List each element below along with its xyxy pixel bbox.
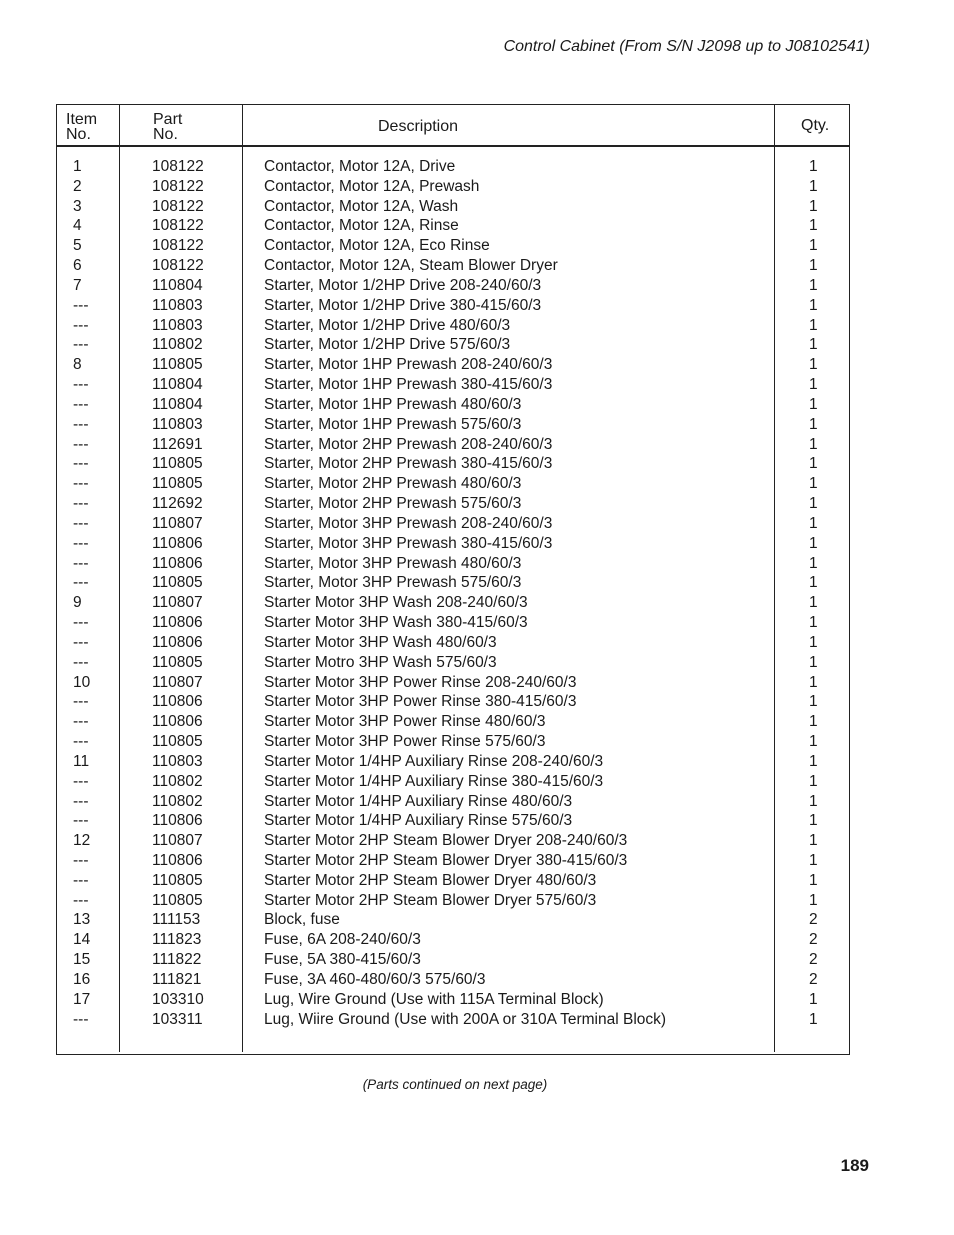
- part-number: 110805: [152, 574, 203, 592]
- description: Lug, Wiire Ground (Use with 200A or 310A Terminal Block): [264, 1010, 667, 1028]
- description: Starter, Motor 1HP Prewash 380-415/60/3: [264, 376, 553, 394]
- part-number: 110807: [152, 514, 203, 532]
- table-row: [57, 375, 849, 395]
- description: Starter Motor 3HP Wash 380-415/60/3: [264, 614, 528, 632]
- table-row: [57, 891, 849, 911]
- item-number: ---: [73, 891, 89, 909]
- part-number: 110805: [152, 455, 203, 473]
- description: Starter Motor 1/4HP Auxiliary Rinse 575/60/3: [264, 812, 573, 830]
- table-row: [57, 692, 849, 712]
- part-number: 110807: [152, 673, 203, 691]
- quantity: 1: [809, 574, 818, 592]
- description: Starter Motor 3HP Power Rinse 480/60/3: [264, 713, 546, 731]
- quantity: 1: [809, 772, 818, 790]
- part-number: 110805: [152, 653, 203, 671]
- table-row: [57, 673, 849, 693]
- item-number: ---: [73, 792, 89, 810]
- quantity: 1: [809, 891, 818, 909]
- quantity: 1: [809, 177, 818, 195]
- description: Starter, Motor 1/2HP Drive 480/60/3: [264, 316, 511, 334]
- table-row: [57, 970, 849, 990]
- quantity: 1: [809, 752, 818, 770]
- table-row: [57, 216, 849, 236]
- quantity: 1: [809, 415, 818, 433]
- header-line: Item: [66, 111, 98, 128]
- item-number: ---: [73, 772, 89, 790]
- quantity: 1: [809, 871, 818, 889]
- part-number: 108122: [152, 257, 204, 275]
- item-number: ---: [73, 514, 89, 532]
- quantity: 1: [809, 832, 818, 850]
- header-line: No.: [66, 126, 91, 143]
- description: Starter Motor 3HP Power Rinse 208-240/60/3: [264, 673, 577, 691]
- quantity: 1: [809, 475, 818, 493]
- item-number: ---: [73, 812, 89, 830]
- item-number: ---: [73, 395, 89, 413]
- quantity: 1: [809, 455, 818, 473]
- item-number: 16: [73, 970, 91, 988]
- quantity: 1: [809, 693, 818, 711]
- part-number: 110806: [152, 633, 203, 651]
- description: Starter Motor 1/4HP Auxiliary Rinse 480/60/3: [264, 792, 573, 810]
- description: Starter, Motor 3HP Prewash 380-415/60/3: [264, 534, 553, 552]
- quantity: 1: [809, 217, 818, 235]
- description: Contactor, Motor 12A, Prewash: [264, 177, 480, 195]
- part-number: 110802: [152, 792, 203, 810]
- part-number: 110805: [152, 891, 203, 909]
- item-number: 10: [73, 673, 91, 691]
- item-number: ---: [73, 871, 89, 889]
- part-number: 110805: [152, 356, 203, 374]
- description: Fuse, 5A 380-415/60/3: [264, 951, 421, 969]
- table-body: [57, 157, 849, 1029]
- part-number: 110802: [152, 772, 203, 790]
- quantity: 2: [809, 951, 818, 969]
- description: Starter Motor 1/4HP Auxiliary Rinse 208-240/60/3: [264, 752, 604, 770]
- quantity: 1: [809, 257, 818, 275]
- item-number: ---: [73, 475, 89, 493]
- description: Starter Motro 3HP Wash 575/60/3: [264, 653, 497, 671]
- column-header-qty: Qty.: [801, 117, 830, 134]
- description: Starter Motor 3HP Power Rinse 380-415/60/3: [264, 693, 577, 711]
- description: Starter, Motor 1HP Prewash 575/60/3: [264, 415, 522, 433]
- part-number: 108122: [152, 177, 204, 195]
- header-line: No.: [153, 126, 178, 143]
- description: Fuse, 3A 460-480/60/3 575/60/3: [264, 970, 486, 988]
- item-number: ---: [73, 614, 89, 632]
- part-number: 110804: [152, 276, 203, 294]
- column-header-part: [153, 112, 182, 142]
- table-row: [57, 950, 849, 970]
- part-number: 103311: [152, 1010, 203, 1028]
- quantity: 1: [809, 673, 818, 691]
- table-row: [57, 752, 849, 772]
- part-number: 110806: [152, 851, 203, 869]
- part-number: 110807: [152, 594, 203, 612]
- part-number: 110805: [152, 733, 203, 751]
- part-number: 103310: [152, 990, 204, 1008]
- quantity: 1: [809, 495, 818, 513]
- table-row: [57, 335, 849, 355]
- table-row: [57, 454, 849, 474]
- part-number: 110805: [152, 871, 203, 889]
- quantity: 1: [809, 633, 818, 651]
- description: Fuse, 6A 208-240/60/3: [264, 931, 421, 949]
- quantity: 1: [809, 792, 818, 810]
- quantity: 1: [809, 851, 818, 869]
- description: Starter Motor 1/4HP Auxiliary Rinse 380-415/60/3: [264, 772, 604, 790]
- description: Contactor, Motor 12A, Rinse: [264, 217, 459, 235]
- quantity: 2: [809, 970, 818, 988]
- part-number: 111153: [152, 911, 201, 929]
- part-number: 110803: [152, 316, 203, 334]
- item-number: ---: [73, 733, 89, 751]
- description: Starter, Motor 1/2HP Drive 380-415/60/3: [264, 296, 542, 314]
- table-row: [57, 633, 849, 653]
- description: Starter, Motor 3HP Prewash 480/60/3: [264, 554, 522, 572]
- description: Lug, Wire Ground (Use with 115A Terminal Block): [264, 990, 604, 1008]
- description: Starter, Motor 3HP Prewash 575/60/3: [264, 574, 522, 592]
- table-row: [57, 435, 849, 455]
- table-row: [57, 236, 849, 256]
- parts-table: [56, 104, 850, 1055]
- item-number: ---: [73, 415, 89, 433]
- quantity: 1: [809, 653, 818, 671]
- table-row: [57, 276, 849, 296]
- quantity: 1: [809, 276, 818, 294]
- item-number: 13: [73, 911, 91, 929]
- table-row: [57, 732, 849, 752]
- item-number: 17: [73, 990, 91, 1008]
- part-number: 108122: [152, 158, 204, 175]
- part-number: 111821: [152, 970, 202, 988]
- part-number: 110807: [152, 832, 203, 850]
- table-row: [57, 494, 849, 514]
- quantity: 1: [809, 713, 818, 731]
- quantity: 1: [809, 1010, 818, 1028]
- description: Starter, Motor 2HP Prewash 208-240/60/3: [264, 435, 553, 453]
- table-row: [57, 355, 849, 375]
- table-row: [57, 792, 849, 812]
- part-number: 108122: [152, 217, 204, 235]
- item-number: ---: [73, 455, 89, 473]
- quantity: 1: [809, 554, 818, 572]
- part-number: 112691: [152, 435, 203, 453]
- quantity: 1: [809, 158, 818, 175]
- part-number: 110806: [152, 534, 203, 552]
- table-row: [57, 157, 849, 177]
- item-number: ---: [73, 495, 89, 513]
- description: Starter, Motor 2HP Prewash 480/60/3: [264, 475, 522, 493]
- table-row: [57, 177, 849, 197]
- item-number: ---: [73, 851, 89, 869]
- item-number: ---: [73, 574, 89, 592]
- quantity: 1: [809, 514, 818, 532]
- continuation-note: (Parts continued on next page): [362, 1077, 548, 1092]
- table-row: [57, 851, 849, 871]
- part-number: 111822: [152, 951, 202, 969]
- table-row: [57, 474, 849, 494]
- table-row: [57, 1010, 849, 1030]
- item-number: 15: [73, 951, 91, 969]
- table-row: [57, 831, 849, 851]
- table-row: [57, 910, 849, 930]
- part-number: 111823: [152, 931, 202, 949]
- quantity: 1: [809, 435, 818, 453]
- item-number: ---: [73, 296, 89, 314]
- part-number: 110806: [152, 713, 203, 731]
- quantity: 1: [809, 356, 818, 374]
- table-row: [57, 811, 849, 831]
- item-number: 3: [73, 197, 82, 215]
- table-row: [57, 772, 849, 792]
- description: Starter, Motor 1/2HP Drive 208-240/60/3: [264, 276, 542, 294]
- table-row: [57, 990, 849, 1010]
- item-number: 12: [73, 832, 91, 850]
- table-row: [57, 395, 849, 415]
- description: Starter, Motor 1/2HP Drive 575/60/3: [264, 336, 511, 354]
- item-number: ---: [73, 336, 89, 354]
- table-row: [57, 534, 849, 554]
- part-number: 112692: [152, 495, 203, 513]
- part-number: 110803: [152, 415, 203, 433]
- header-divider: [57, 145, 849, 147]
- table-row: [57, 296, 849, 316]
- column-header-item: [66, 112, 97, 142]
- quantity: 1: [809, 316, 818, 334]
- page-header: Control Cabinet (From S/N J2098 up to J08102541): [503, 38, 870, 55]
- table-row: [57, 930, 849, 950]
- part-number: 110803: [152, 752, 203, 770]
- table-row: [57, 593, 849, 613]
- table-row: [57, 712, 849, 732]
- item-number: ---: [73, 554, 89, 572]
- description: Starter Motor 2HP Steam Blower Dryer 480/60/3: [264, 871, 597, 889]
- description: Contactor, Motor 12A, Drive: [264, 158, 456, 175]
- header-line: Part: [153, 111, 183, 128]
- description: Starter, Motor 3HP Prewash 208-240/60/3: [264, 514, 553, 532]
- item-number: 11: [73, 752, 90, 770]
- part-number: 110804: [152, 395, 203, 413]
- table-row: [57, 871, 849, 891]
- description: Contactor, Motor 12A, Wash: [264, 197, 459, 215]
- page-number: 189: [840, 1156, 869, 1175]
- item-number: 6: [73, 257, 82, 275]
- quantity: 1: [809, 534, 818, 552]
- table-row: [57, 316, 849, 336]
- description: Starter, Motor 2HP Prewash 380-415/60/3: [264, 455, 553, 473]
- table-row: [57, 256, 849, 276]
- table-row: [57, 197, 849, 217]
- quantity: 1: [809, 812, 818, 830]
- part-number: 110804: [152, 376, 203, 394]
- item-number: 2: [73, 177, 82, 195]
- item-number: 4: [73, 217, 82, 235]
- part-number: 110805: [152, 475, 203, 493]
- description: Contactor, Motor 12A, Eco Rinse: [264, 237, 490, 255]
- table-row: [57, 613, 849, 633]
- description: Starter, Motor 2HP Prewash 575/60/3: [264, 495, 522, 513]
- description: Starter Motor 2HP Steam Blower Dryer 575/60/3: [264, 891, 597, 909]
- quantity: 1: [809, 614, 818, 632]
- description: Contactor, Motor 12A, Steam Blower Dryer: [264, 257, 558, 275]
- quantity: 1: [809, 336, 818, 354]
- description: Starter Motor 3HP Wash 208-240/60/3: [264, 594, 528, 612]
- part-number: 110803: [152, 296, 203, 314]
- description: Starter Motor 3HP Wash 480/60/3: [264, 633, 497, 651]
- quantity: 2: [809, 931, 818, 949]
- item-number: 1: [73, 158, 82, 175]
- table-row: [57, 573, 849, 593]
- part-number: 108122: [152, 237, 204, 255]
- item-number: ---: [73, 534, 89, 552]
- item-number: ---: [73, 713, 89, 731]
- quantity: 1: [809, 395, 818, 413]
- quantity: 1: [809, 197, 818, 215]
- item-number: 9: [73, 594, 82, 612]
- table-row: [57, 514, 849, 534]
- item-number: 14: [73, 931, 91, 949]
- description: Starter, Motor 1HP Prewash 208-240/60/3: [264, 356, 553, 374]
- part-number: 110806: [152, 812, 203, 830]
- description: Starter Motor 2HP Steam Blower Dryer 208-240/60/3: [264, 832, 628, 850]
- item-number: ---: [73, 1010, 89, 1028]
- table-row: [57, 415, 849, 435]
- item-number: 7: [73, 276, 82, 294]
- item-number: ---: [73, 693, 89, 711]
- quantity: 1: [809, 376, 818, 394]
- part-number: 108122: [152, 197, 204, 215]
- table-row: [57, 554, 849, 574]
- quantity: 1: [809, 237, 818, 255]
- item-number: ---: [73, 435, 89, 453]
- quantity: 1: [809, 594, 818, 612]
- quantity: 2: [809, 911, 818, 929]
- item-number: ---: [73, 376, 89, 394]
- column-header-description: Description: [378, 118, 459, 135]
- part-number: 110806: [152, 693, 203, 711]
- item-number: 5: [73, 237, 82, 255]
- description: Starter Motor 3HP Power Rinse 575/60/3: [264, 733, 546, 751]
- quantity: 1: [809, 990, 818, 1008]
- table-row: [57, 653, 849, 673]
- part-number: 110806: [152, 554, 203, 572]
- description: Starter Motor 2HP Steam Blower Dryer 380-415/60/3: [264, 851, 628, 869]
- part-number: 110802: [152, 336, 203, 354]
- description: Block, fuse: [264, 911, 340, 929]
- description: Starter, Motor 1HP Prewash 480/60/3: [264, 395, 522, 413]
- quantity: 1: [809, 296, 818, 314]
- item-number: 8: [73, 356, 82, 374]
- item-number: ---: [73, 633, 89, 651]
- part-number: 110806: [152, 614, 203, 632]
- quantity: 1: [809, 733, 818, 751]
- item-number: ---: [73, 653, 89, 671]
- item-number: ---: [73, 316, 89, 334]
